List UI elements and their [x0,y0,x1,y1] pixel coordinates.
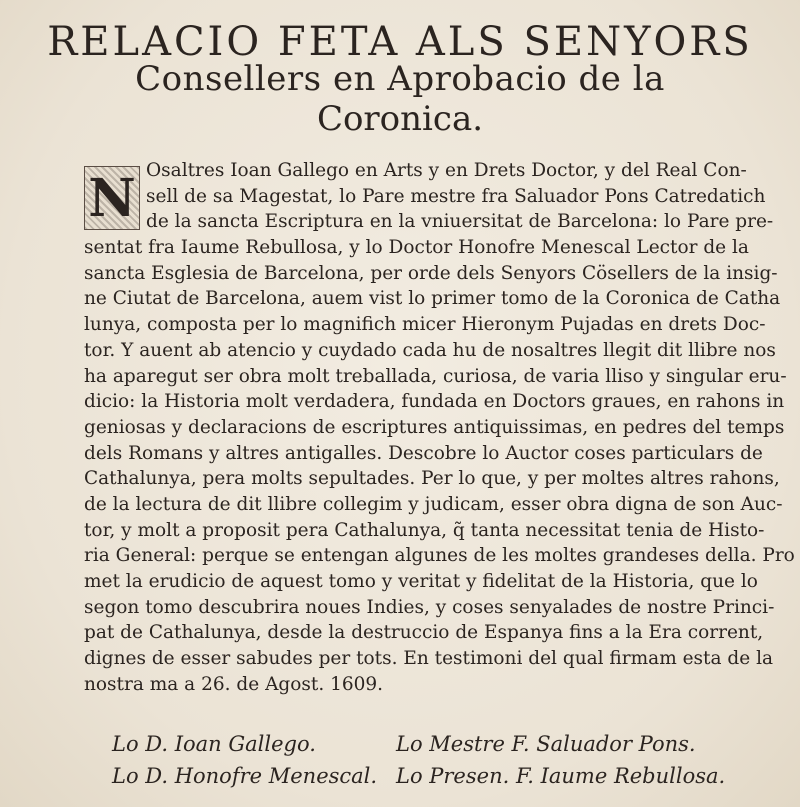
text-line: sell de sa Magestat, lo Pare mestre fra Saluador Pons Catredatich [146,185,766,207]
signature-block [112,728,726,792]
text-line: Osaltres Ioan Gallego en Arts y en Drets Doctor, y del Real Con- [146,160,747,181]
title-line-2: Consellers en Aprobacio de la [135,59,665,99]
signature: Lo D. Ioan Gallego. [112,732,316,756]
text-line: dels Romans y altres antigalles. Descobre lo Auctor coses particulars de [84,442,763,464]
text-line: lunya, composta per lo magnifich micer Hieronym Pujadas en drets Doc- [84,314,766,336]
text-line: segon tomo descubrira noues Indies, y coses senyalades de nostre Princi- [84,596,775,618]
signature: Lo D. Honofre Menescal. [112,764,378,788]
text-line: sentat fra Iaume Rebullosa, y lo Doctor Honofre Menescal Lector de la [84,237,749,259]
text-line: tor, y molt a proposit pera Cathalunya, q̃ tanta necessitat tenia de Histo- [84,519,765,541]
text-line: ha aparegut ser obra molt treballada, curiosa, de varia lliso y singular eru- [84,365,787,387]
text-line: ria General: perque se entengan algunes de les moltes grandeses della. Pro [84,545,795,567]
title-line-3: Coronica. [316,99,484,139]
text-line: de la lectura de dit llibre collegim y judicam, esser obra digna de son Auc- [84,493,783,515]
text-line: Cathalunya, pera molts sepultades. Per lo que, y per moltes altres rahons, [84,468,780,490]
text-line: geniosas y declaracions de escriptures antiquissimas, en pedres del temps [84,416,785,438]
text-line: dicio: la Historia molt verdadera, fundada en Doctors graues, en rahons in [84,391,785,413]
body-text [84,158,795,697]
text-line: pat de Cathalunya, desde la destruccio de Espanya fins a la Era corrent, [84,622,764,644]
text-line: tor. Y auent ab atencio y cuydado cada hu de nosaltres llegit dit llibre nos [84,339,776,361]
text-line: de la sancta Escriptura en la vniuersitat de Barcelona: lo Pare pre- [146,211,774,233]
text-line: sancta Esglesia de Barcelona, per orde dels Senyors Cösellers de la insig- [84,262,778,284]
title-line-1: RELACIO FETA ALS SENYORS [47,19,753,65]
text-line: met la erudicio de aquest tomo y veritat y fidelitat de la Historia, que lo [84,571,758,592]
signature: Lo Mestre F. Saluador Pons. [396,732,696,756]
signature: Lo Presen. F. Iaume Rebullosa. [396,764,726,788]
text-line: ne Ciutat de Barcelona, auem vist lo primer tomo de la Coronica de Catha [84,288,781,310]
decorated-initial: N [84,166,140,230]
text-line: nostra ma a 26. de Agost. 1609. [84,673,384,695]
text-line: dignes de esser sabudes per tots. En testimoni del qual firmam esta de la [84,648,774,670]
